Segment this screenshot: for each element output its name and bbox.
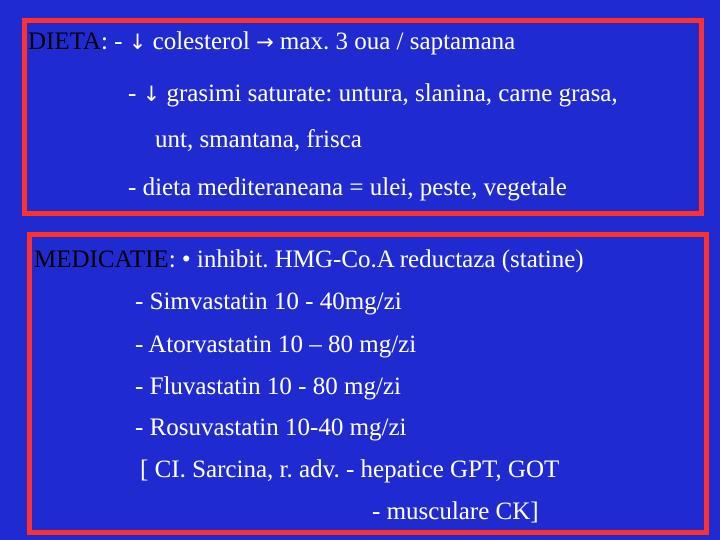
dieta-keyword: DIETA bbox=[28, 28, 101, 55]
dieta-line-2-text: grasimi saturate: untura, slanina, carne grasa, bbox=[166, 80, 618, 107]
contraindications-line-2: - musculare CK] bbox=[372, 498, 539, 525]
dieta-line-1-text2: max. 3 oua / saptamana bbox=[279, 28, 516, 55]
dieta-line-4 bbox=[128, 173, 567, 203]
list-item: - Simvastatin 10 - 40mg/zi bbox=[135, 288, 402, 315]
list-item: - Rosuvastatin 10-40 mg/zi bbox=[135, 414, 407, 441]
dieta-line-1-text: colesterol bbox=[152, 28, 250, 55]
dieta-line-4-text: - dieta mediteraneana = ulei, peste, vegetale bbox=[128, 174, 567, 201]
down-arrow-icon: ↓ bbox=[142, 82, 161, 106]
medicatie-keyword: MEDICATIE bbox=[34, 246, 169, 273]
dieta-line-3 bbox=[155, 125, 362, 155]
dieta-line-1 bbox=[28, 27, 515, 57]
dieta-line-1-prefix: : - bbox=[100, 28, 123, 55]
down-arrow-icon: ↓ bbox=[128, 30, 147, 54]
list-item: - Fluvastatin 10 - 80 mg/zi bbox=[135, 373, 401, 400]
medicatie-heading-rest: : • inhibit. HMG-Co.A reductaza (statine) bbox=[168, 246, 584, 273]
medicatie-heading bbox=[34, 245, 584, 275]
right-arrow-icon: → bbox=[256, 30, 274, 54]
dieta-line-2-prefix: - bbox=[128, 80, 137, 107]
dieta-line-3-text: unt, smantana, frisca bbox=[155, 126, 362, 153]
dieta-line-2 bbox=[128, 79, 618, 109]
contraindications-line: [ CI. Sarcina, r. adv. - hepatice GPT, GOT bbox=[140, 456, 560, 483]
list-item: - Atorvastatin 10 – 80 mg/zi bbox=[135, 331, 417, 358]
